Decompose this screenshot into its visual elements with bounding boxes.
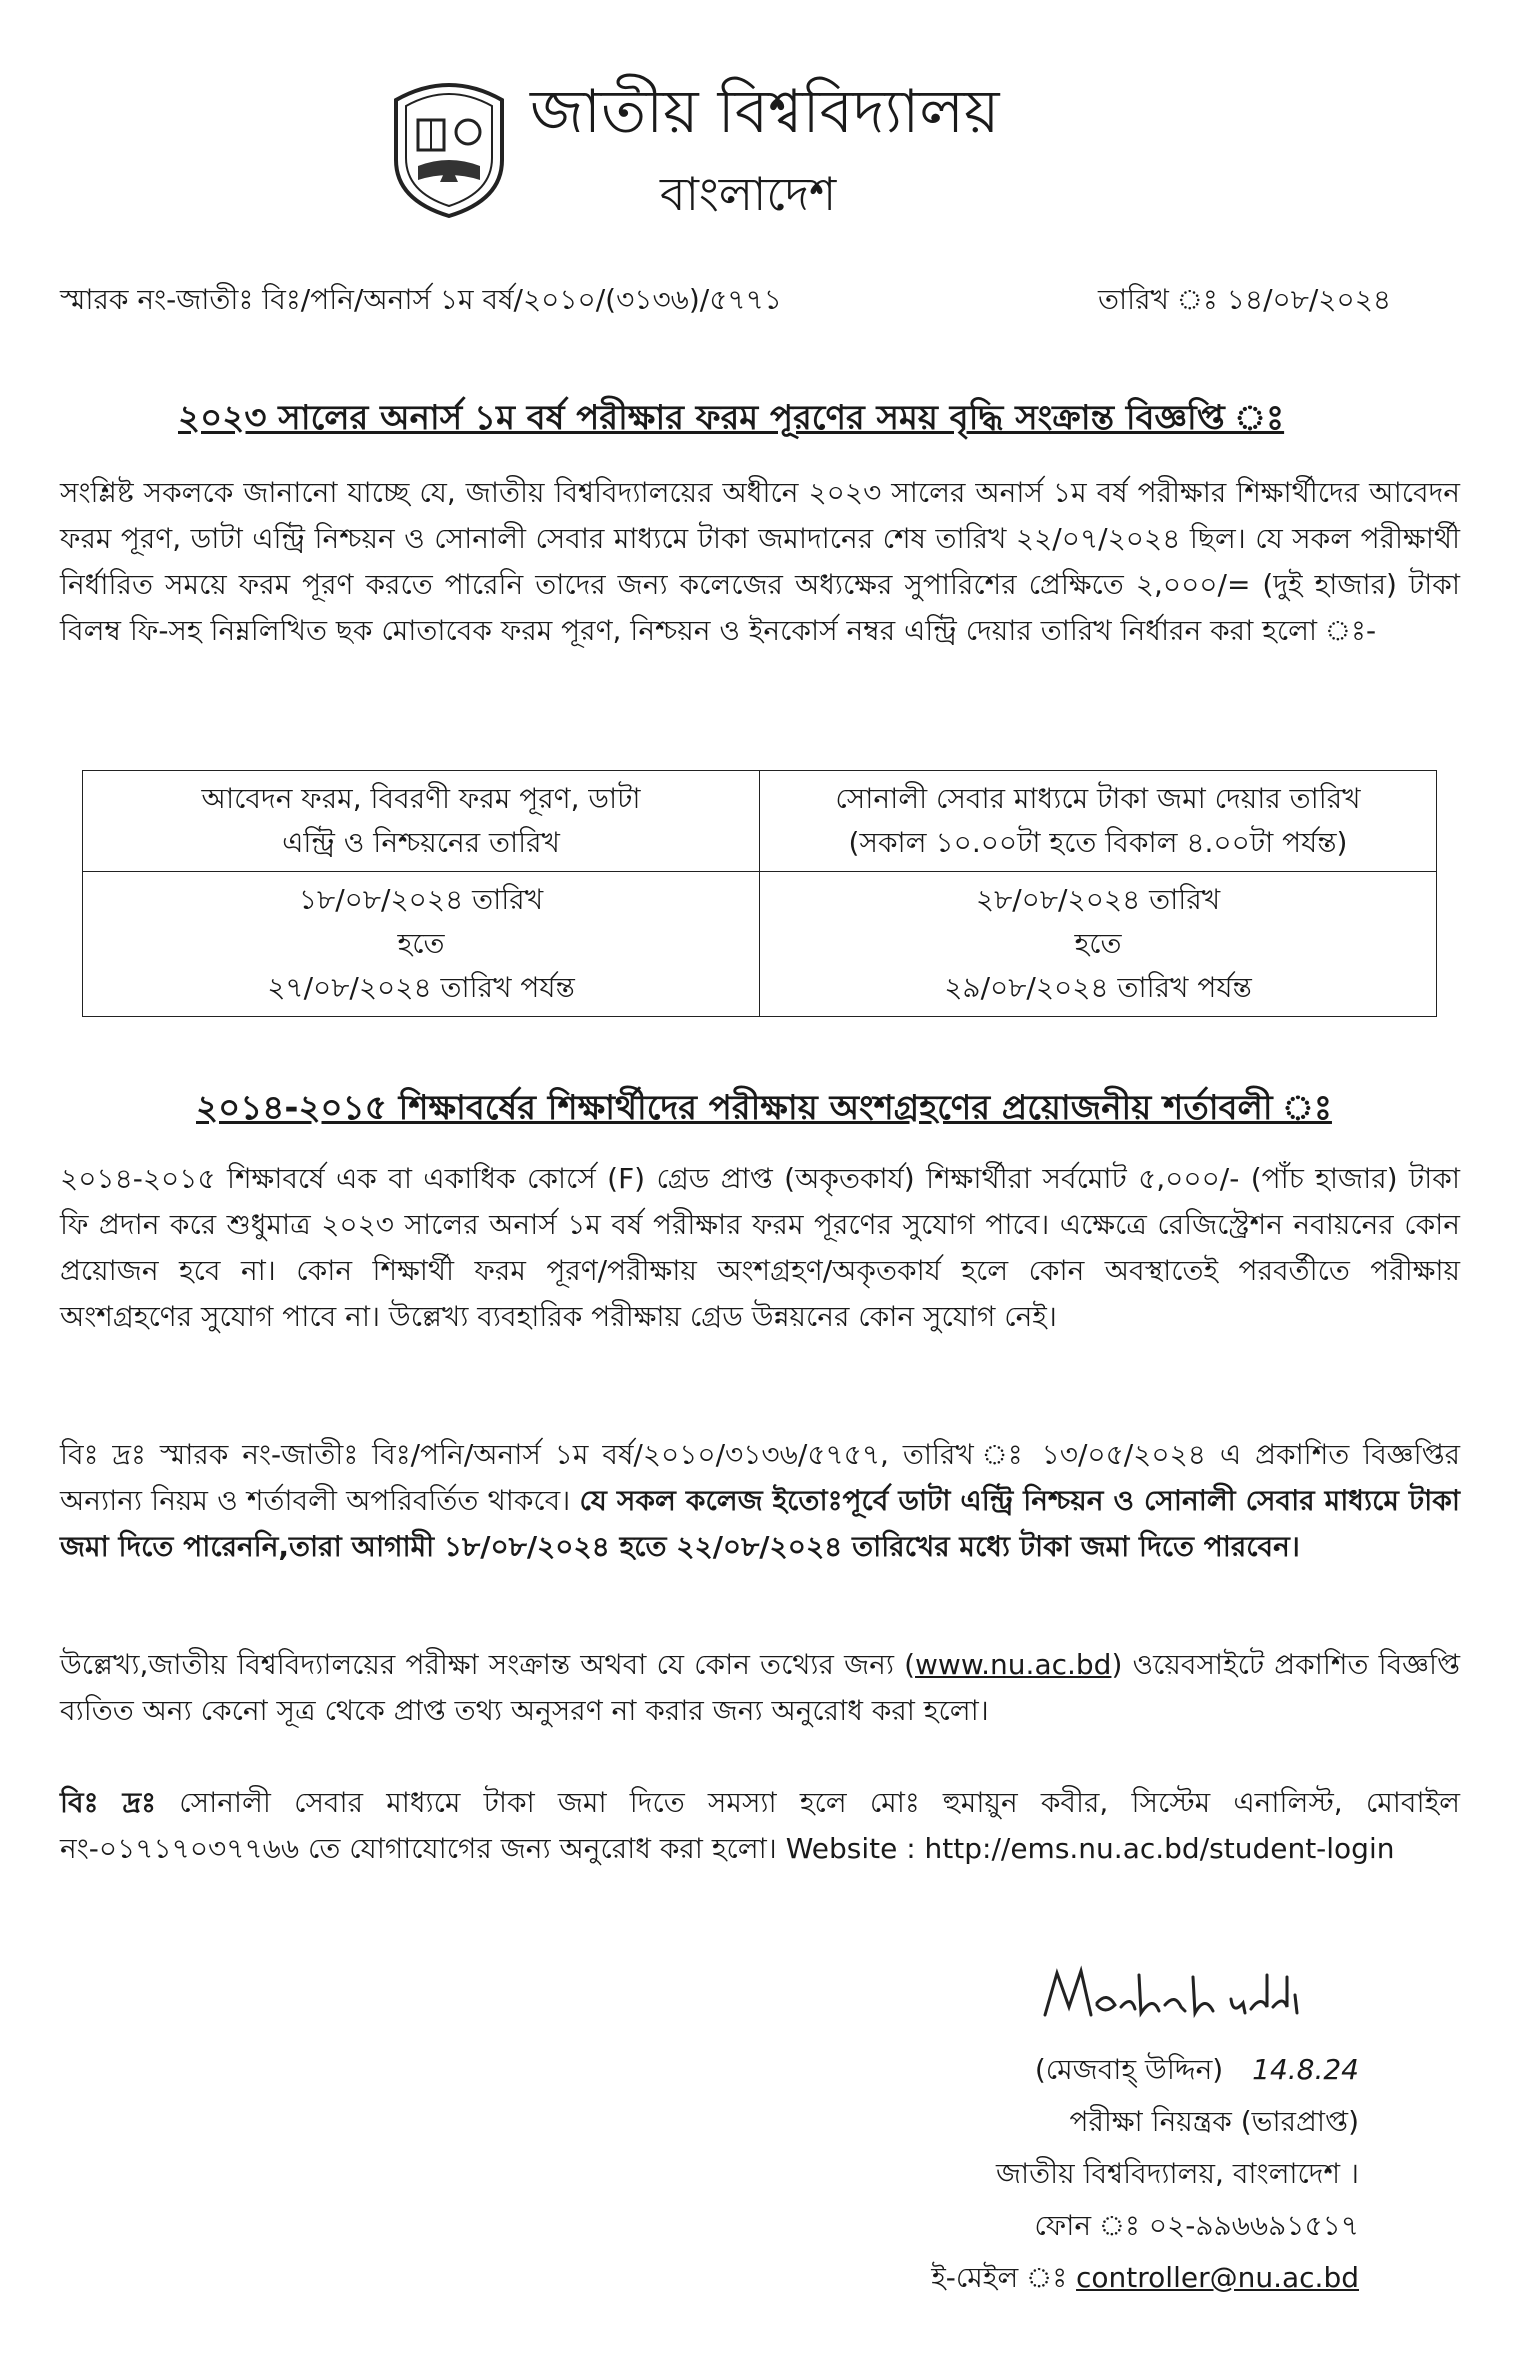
date-separator: হতে <box>1074 927 1122 960</box>
table-row <box>83 771 1437 872</box>
contact-note <box>60 1780 1460 1872</box>
note-bold-text: যে সকল কলেজ ইতোঃপূর্বে ডাটা এন্ট্রি নিশ্চয়ন ও সোনালী সেবার মাধ্যমে টাকা জমা দিতে পারেননি,তারা আগামী ১৮/০৮/২০২৪ হতে ২২/০৮/২০২৪ তারিখের মধ্যে টাকা জমা দিতে পারবেন। <box>60 1484 1461 1563</box>
date-to: ২৯/০৮/২০২৪ তারিখ পর্যন্ত <box>944 971 1252 1004</box>
university-logo-icon <box>388 70 510 218</box>
signatory-name-line <box>1035 2048 1359 2095</box>
note-text: ) ওয়েবসাইটে প্রকাশিত বিজ্ঞপ্তি ব্যতিত অন্য কেনো সূত্র থেকে প্রাপ্ত তথ্য অনুসরণ না করার জন্য অনুরোধ করা হলো। <box>60 1648 1460 1727</box>
email-label: ই-মেইল ঃ <box>931 2261 1077 2294</box>
header-line: আবেদন ফরম, বিবরণী ফরম পূরণ, ডাটা <box>201 782 641 815</box>
table-cell <box>83 872 760 1017</box>
signatory-phone: ফোন ঃ ০২-৯৯৬৬৯১৫১৭ <box>1034 2209 1359 2242</box>
header-line: এন্ট্রি ও নিশ্চয়নের তারিখ <box>282 826 560 859</box>
table-cell <box>760 872 1437 1017</box>
table-header-cell <box>760 771 1437 872</box>
signatory-email-line <box>931 2256 1359 2303</box>
memo-number: স্মারক নং-জাতীঃ বিঃ/পনি/অনার্স ১ম বর্ষ/২০১০/(৩১৩৬)/৫৭৭১ <box>60 283 782 316</box>
notice-title: ২০২৩ সালের অনার্স ১ম বর্ষ পরীক্ষার ফরম পূরণের সময় বৃদ্ধি সংক্রান্ত বিজ্ঞপ্তি ঃ <box>178 398 1285 438</box>
signatory-office: জাতীয় বিশ্ববিদ্যালয়, বাংলাদেশ । <box>995 2157 1359 2190</box>
note-paragraph <box>60 1432 1460 1570</box>
conditions-body: ২০১৪-২০১৫ শিক্ষাবর্ষে এক বা একাধিক কোর্সে (F) গ্রেড প্রাপ্ত (অকৃতকার্য) শিক্ষার্থীরা সর্বমোট ৫,০০০/- (পাঁচ হাজার) টাকা ফি প্রদান করে শুধুমাত্র ২০২৩ সালের অনার্স ১ম বর্ষ পরীক্ষার ফরম পূরণের সুযোগ পাবে। এক্ষেত্রে রেজিস্ট্রেশন নবায়নের কোন প্রয়োজন হবে না। কোন শিক্ষার্থী ফরম পূরণ/পরীক্ষায় অংশগ্রহণ/অকৃতকার্য হলে কোন অবস্থাতেই পরবর্তীতে পরীক্ষায় অংশগ্রহণের সুযোগ পাবে না। উল্লেখ্য ব্যবহারিক পরীক্ষায় গ্রেড উন্নয়নের কোন সুযোগ নেই। <box>60 1162 1460 1333</box>
signatory-name: (মেজবাহ্ উদ্দিন) <box>1034 2053 1224 2086</box>
note-label: বিঃ দ্রঃ <box>60 1786 157 1819</box>
date-from: ২৮/০৮/২০২৪ তারিখ <box>975 883 1221 916</box>
website-note <box>60 1642 1460 1734</box>
note-text: সোনালী সেবার মাধ্যমে টাকা জমা দিতে সমস্যা হলে মোঃ হুমায়ুন কবীর, সিস্টেম এনালিস্ট, মোবাইল নং-০১৭১৭০৩৭৭৬৬ তে যোগাযোগের জন্য অনুরোধ করা হলো। Website : http://ems.nu.ac.bd/student-login <box>60 1786 1461 1865</box>
handwritten-signature-icon <box>1035 1955 1315 2035</box>
date-from: ১৮/০৮/২০২৪ তারিখ <box>298 883 544 916</box>
signature-date: 14.8.24 <box>1252 2053 1359 2086</box>
header-line: সোনালী সেবার মাধ্যমে টাকা জমা দেয়ার তারিখ <box>835 782 1361 815</box>
website-link[interactable]: www.nu.ac.bd <box>915 1648 1112 1681</box>
table-row <box>83 872 1437 1017</box>
header-line: (সকাল ১০.০০টা হতে বিকাল ৪.০০টা পর্যন্ত) <box>848 826 1348 859</box>
signatory-designation: পরীক্ষা নিয়ন্ত্রক (ভারপ্রাপ্ত) <box>1069 2105 1359 2138</box>
schedule-table <box>82 770 1437 1017</box>
notice-body: সংশ্লিষ্ট সকলকে জানানো যাচ্ছে যে, জাতীয় বিশ্ববিদ্যালয়ের অধীনে ২০২৩ সালের অনার্স ১ম বর্ষ পরীক্ষার শিক্ষার্থীদের আবেদন ফরম পূরণ, ডাটা এন্ট্রি নিশ্চয়ন ও সোনালী সেবার মাধ্যমে টাকা জমাদানের শেষ তারিখ ২২/০৭/২০২৪ ছিল। যে সকল পরীক্ষার্থী নির্ধারিত সময়ে ফরম পূরণ করতে পারেনি তাদের জন্য কলেজের অধ্যক্ষের সুপারিশের প্রেক্ষিতে ২,০০০/= (দুই হাজার) টাকা বিলম্ব ফি-সহ নিম্নলিখিত ছক মোতাবেক ফরম পূরণ, নিশ্চয়ন ও ইনকোর্স নম্বর এন্ট্রি দেয়ার তারিখ নির্ধারন করা হলো ঃ- <box>60 476 1460 647</box>
note-text: উল্লেখ্য,জাতীয় বিশ্ববিদ্যালয়ের পরীক্ষা সংক্রান্ত অথবা যে কোন তথ্যের জন্য ( <box>60 1648 916 1681</box>
note-text: বিঃ দ্রঃ স্মারক নং-জাতীঃ বিঃ/পনি/অনার্স ১ম বর্ষ/২০১০/৩১৩৬/৫৭৫৭, তারিখ ঃ ১৩/০৫/২০২৪ এ প্রকাশিত বিজ্ঞপ্তির অন্যান্য নিয়ম ও শর্তাবলী অপরিবর্তিত থাকবে। <box>60 1438 1460 1517</box>
table-header-cell <box>83 771 760 872</box>
notice-date: তারিখ ঃ ১৪/০৮/২০২৪ <box>1098 283 1392 316</box>
conditions-title: ২০১৪-২০১৫ শিক্ষাবর্ষের শিক্ষার্থীদের পরীক্ষায় অংশগ্রহণের প্রয়োজনীয় শর্তাবলী ঃ <box>196 1088 1332 1128</box>
date-separator: হতে <box>397 927 445 960</box>
country-name: বাংলাদেশ <box>660 167 837 221</box>
university-name: জাতীয় বিশ্ববিদ্যালয় <box>530 77 1000 147</box>
email-link[interactable]: controller@nu.ac.bd <box>1076 2261 1359 2294</box>
date-to: ২৭/০৮/২০২৪ তারিখ পর্যন্ত <box>267 971 575 1004</box>
